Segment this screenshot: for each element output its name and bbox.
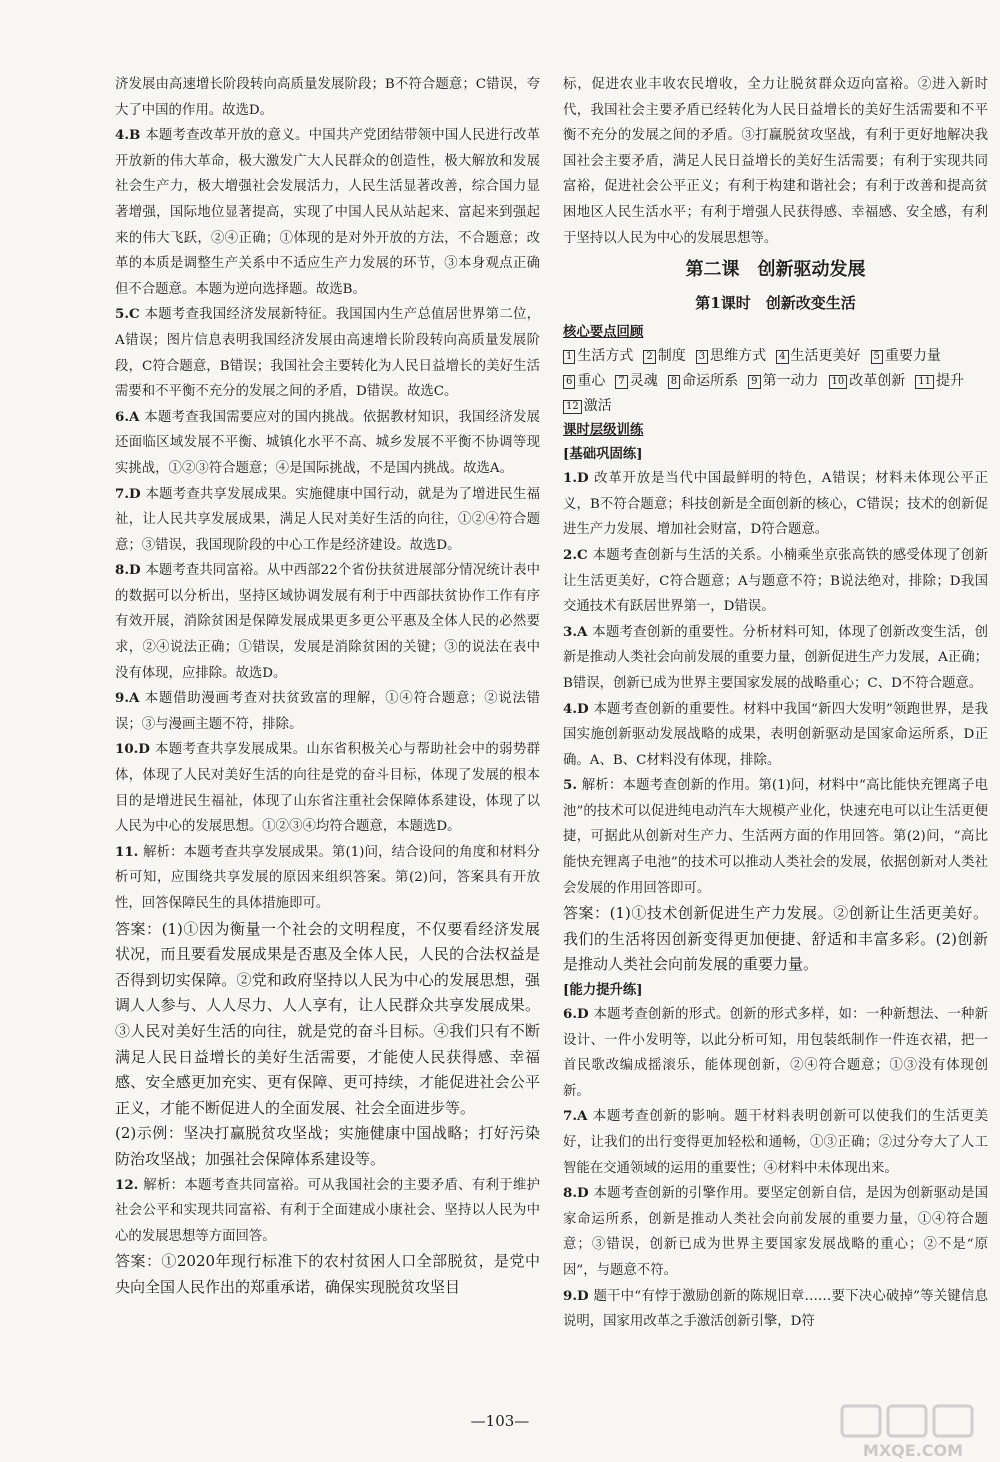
answer-text [115, 917, 540, 1122]
question-explanation [563, 1002, 988, 1104]
question-number: 3.A [563, 623, 593, 640]
question-explanation [115, 1173, 540, 1250]
paragraph-text: 解析：本题考查创新的作用。第(1)问，材料中“高比能快充锂离子电池”的技术可以促进纯电动汽车大规模产业化，快速充电可以让生活更便捷，可据此从创新对生产力、生活两方面的作用回答。第(2)问，“高比能快充锂离子电池”的技术可以推动人类社会的发展，依据创新对人类社会发展的作用回答即可。 [563, 778, 988, 896]
key-point-item [563, 369, 605, 394]
lesson-title: 第二课 创新驱动发展 [685, 259, 866, 281]
question-number: 4.B [115, 127, 146, 144]
key-point-number: 1 [563, 350, 575, 364]
key-point-text: 灵魂 [629, 373, 658, 390]
question-number: 1.D [563, 470, 595, 487]
question-explanation [115, 686, 540, 737]
question-number: 8.D [115, 562, 146, 579]
key-point-text: 生活更美好 [790, 348, 861, 365]
paragraph-text: 本题考查创新的影响。题干材料表明创新可以使我们的生活更美好，让我们的出行变得更加轻松和通畅，①③正确；②过分夸大了人工智能在交通领域的运用的重要性；④材料中未体现出来。 [563, 1109, 989, 1176]
key-point-text: 激活 [583, 398, 612, 415]
question-number: 5. [563, 777, 582, 794]
paragraph-text: 本题考查共享发展成果。实施健康中国行动，就是为了增进民生福祉，让人民共享发展成果，满足人民对美好生活的向往，①②④符合题意；③错误，我国现阶段的中心工作是经济建设。故选D。 [115, 486, 540, 553]
question-number: 6.D [563, 1006, 594, 1023]
page-number: —103— [470, 1412, 530, 1430]
question-explanation [115, 737, 540, 839]
ability-practice-heading: [能力提升练] [563, 982, 643, 999]
question-explanation [563, 1181, 988, 1283]
question-number: 7.A [563, 1108, 593, 1125]
question-number: 7.D [115, 485, 146, 502]
key-point-item [776, 344, 860, 369]
key-point-text: 改革创新 [849, 373, 906, 390]
question-explanation [563, 1284, 988, 1335]
paragraph-text: 本题考查改革开放的意义。中国共产党团结带领中国人民进行改革开放新的伟大革命，极大激发广大人民群众的创造性，极大解放和发展社会生产力，极大增强社会发展活力，人民生活显著改善，综合国力显著增强，国际地位显著提高，实现了中国人民从站起来、富起来到强起来的伟大飞跃，②④正确；①体现的是对外开放的方法，不合题意；改革的本质是调整生产关系中不适应生产力发展的环节，③本身观点正确但不合题意。本题为逆向选择题。故选B。 [115, 128, 541, 297]
svg-text:MXQE.COM: MXQE.COM [862, 1441, 964, 1460]
paragraph-text: 改革开放是当代中国最鲜明的特色，A错误；材料未体现公平正义，B不符合题意；科技创新是全面创新的核心，C错误；技术的创新促进生产力发展、增加社会财富，D符合题意。 [563, 471, 988, 538]
question-explanation [563, 466, 988, 543]
question-number: 10.D [115, 741, 155, 758]
question-number: 5.C [115, 306, 145, 323]
paragraph-text: 本题考查创新与生活的关系。小楠乘坐京张高铁的感受体现了创新让生活更美好，C符合题意；A与题意不符；B说法绝对，排除；D我国交通技术有跃居世界第一，D错误。 [563, 547, 988, 615]
question-explanation [563, 773, 988, 901]
key-point-item [696, 344, 766, 369]
paragraph-text: 本题考查我国需要应对的国内挑战。依据教材知识，我国经济发展还面临区域发展不平衡、城镇化水平不高、城乡发展不平衡不协调等现实挑战，①②③符合题意；④是国际挑战，不是国内挑战。故选A。 [115, 409, 540, 476]
question-explanation [115, 482, 540, 559]
answer-text [115, 1249, 540, 1300]
key-point-text: 制度 [657, 348, 686, 365]
question-explanation [115, 558, 540, 686]
question-explanation [563, 1104, 988, 1181]
key-point-text: 重要力量 [884, 348, 941, 365]
key-point-text: 思维方式 [710, 348, 767, 365]
key-point-item [748, 369, 818, 394]
key-point-number: 6 [563, 375, 575, 389]
watermark-logo [838, 1400, 988, 1462]
answer-text [115, 1121, 540, 1172]
key-point-item [668, 369, 738, 394]
question-explanation [115, 123, 540, 302]
paragraph-text: 本题考查创新的重要性。分析材料可知，体现了创新改变生活，创新是推动人类社会向前发展的重要力量，创新促进生产力发展，A正确；B错误，创新已成为世界主要国家发展的战略重心；C、D不符合题意。 [563, 624, 988, 691]
answer-text [563, 901, 988, 978]
paragraph-text: 解析：本题考查共享发展成果。第(1)问，结合设问的角度和材料分析可知，应围绕共享发展的原因来组织答案。第(2)问，答案具有开放性，回答保障民生的具体措施即可。 [115, 844, 540, 911]
right-column [563, 72, 988, 1335]
paragraph-text: 答案：①2020年现行标准下的农村贫困人口全部脱贫，是党中央向全国人民作出的郑重承诺，确保实现脱贫攻坚目 [115, 1252, 540, 1296]
paragraph-text: 答案：(1)①因为衡量一个社会的文明程度，不仅要看经济发展状况，而且要看发展成果是否惠及全体人民，人民的合法权益是否得到切实保障。②党和政府坚持以人民为中心的发展思想，强调人人参与、人人尽力、人人享有，让人民群众共享发展成果。③人民对美好生活的向往，就是党的奋斗目标。④我们只有不断满足人民日益增长的美好生活需要，才能使人民获得感、幸福感、安全感更加充实、更有保障、更可持续，才能促进社会公平正义，才能不断促进人的全面发展、社会全面进步等。 [115, 919, 540, 1117]
answer-continuation: 标，促进农业丰收农民增收，全力让脱贫群众迈向富裕。②进入新时代，我国社会主要矛盾已经转化为人民日益增长的美好生活需要和不平衡不充分的发展之间的矛盾。③打赢脱贫攻坚战，有利于更好地解决我国社会主要矛盾，满足人民日益增长的美好生活需要；有利于实现共同富裕，促进社会公平正义；有利于构建和谐社会；有利于改善和提高贫困地区人民生活水平；有利于增强人民获得感、幸福感、安全感，有利于坚持以人民为中心的发展思想等。 [563, 77, 988, 246]
question-number: 4.D [563, 700, 594, 717]
key-point-number: 7 [615, 375, 627, 389]
key-point-item [563, 394, 612, 419]
key-point-text: 第一动力 [762, 373, 819, 390]
key-point-item [615, 369, 657, 394]
question-number: 9.A [115, 690, 145, 707]
paragraph-text: 本题考查创新的形式。创新的形式多样，如：一种新想法、一种新设计、一件小发明等，以此分析可知，用包装纸制作一件连衣裙，把一首民歌改编成摇滚乐，能体现创新，②④符合题意；①③没有体现创新。 [563, 1007, 988, 1099]
question-explanation [563, 697, 988, 774]
key-point-item [915, 369, 964, 394]
paragraph-text: 答案：(1)①技术创新促进生产力发展。②创新让生活更美好。我们的生活将因创新变得更加便捷、舒适和丰富多彩。(2)创新是推动人类社会向前发展的重要力量。 [563, 904, 988, 974]
key-point-number: 5 [871, 350, 883, 364]
question-number: 6.A [115, 408, 145, 425]
question-number: 12. [115, 1176, 144, 1193]
key-point-number: 3 [696, 350, 708, 364]
paragraph-text: 本题考查创新的重要性。材料中我国“新四大发明”领跑世界，是我国实施创新驱动发展战略的成果，表明创新驱动是国家命运所系，D正确。A、B、C材料没有体现，排除。 [563, 701, 988, 768]
left-column [115, 72, 540, 1301]
key-point-number: 10 [829, 375, 848, 389]
key-point-number: 12 [563, 400, 582, 414]
paragraph-text: 本题考查创新的引擎作用。要坚定创新自信，是因为创新驱动是国家命运所系，创新是推动人类社会向前发展的重要力量，①④符合题意；③错误，创新已成为世界主要国家发展战略的重心；②不是“原因”，与题意不符。 [563, 1186, 988, 1278]
key-point-number: 8 [668, 375, 680, 389]
question-explanation [115, 72, 540, 123]
paragraph-text: 题干中“有悖于激励创新的陈规旧章……要下决心破掉”等关键信息说明，国家用改革之手激活创新引擎，D符 [563, 1288, 988, 1330]
paragraph-text: 本题考查共同富裕。从中西部22个省份扶贫进展部分情况统计表中的数据可以分析出，坚持区域协调发展有利于中西部扶贫协作工作有序有效开展，消除贫困是保障发展成果更多更公平惠及全体人民的必然要求，②④说法正确；①错误，发展是消除贫困的关键；③的说法在表中没有体现，应排除。故选D。 [115, 563, 540, 681]
question-number: 8.D [563, 1185, 594, 1202]
key-point-text: 提升 [935, 373, 964, 390]
key-point-number: 9 [748, 375, 760, 389]
paragraph-text: 本题借助漫画考查对扶贫致富的理解，①④符合题意；②说法错误；③与漫画主题不符，排除。 [115, 691, 541, 732]
key-point-item [643, 344, 685, 369]
question-explanation [115, 840, 540, 917]
key-points-heading: 核心要点回顾 [563, 324, 644, 341]
question-explanation [563, 543, 988, 620]
key-point-text: 重心 [577, 373, 606, 390]
paragraph-text: 济发展由高速增长阶段转向高质量发展阶段；B不符合题意；C错误，夸大了中国的作用。故选D。 [115, 77, 540, 118]
key-points-list [563, 344, 988, 419]
basic-practice-heading: [基础巩固练] [563, 446, 643, 463]
paragraph-text: 解析：本题考查共同富裕。可从我国社会的主要矛盾、有利于维护社会公平和实现共同富裕、有利于全面建成小康社会、坚持以人民为中心的发展思想等方面回答。 [115, 1177, 540, 1244]
lesson-subtitle: 第1课时 创新改变生活 [695, 294, 856, 313]
key-point-number: 4 [776, 350, 788, 364]
question-number: 2.C [563, 546, 593, 563]
training-heading: 课时层级训练 [563, 422, 644, 439]
paragraph-text: 本题考查共享发展成果。山东省积极关心与帮助社会中的弱势群体，体现了人民对美好生活的向往是党的奋斗目标，体现了发展的根本目的是增进民生福祉，体现了山东省注重社会保障体系建设，体现了以人民为中心的发展思想。①②③④均符合题意，本题选D。 [115, 742, 540, 835]
key-point-item [871, 344, 941, 369]
question-explanation [115, 302, 540, 404]
question-number: 11. [115, 843, 144, 860]
paragraph-text: (2)示例：坚决打赢脱贫攻坚战；实施健康中国战略；打好污染防治攻坚战；加强社会保障体系建设等。 [115, 1124, 540, 1168]
key-point-item [829, 369, 906, 394]
key-point-number: 11 [915, 375, 934, 389]
question-number: 9.D [563, 1287, 594, 1304]
question-explanation [115, 405, 540, 482]
key-point-text: 命运所系 [682, 373, 739, 390]
key-point-number: 2 [643, 350, 655, 364]
question-explanation [563, 620, 988, 697]
paragraph-text: 本题考查我国经济发展新特征。我国国内生产总值居世界第二位，A错误；图片信息表明我国经济发展由高速增长阶段转向高质量发展阶段，C符合题意，B错误；我国社会主要转化为人民日益增长的美好生活需要和不平衡不充分的发展之间的矛盾，D错误。故选C。 [115, 307, 540, 400]
key-point-text: 生活方式 [577, 348, 634, 365]
key-point-item [563, 344, 633, 369]
